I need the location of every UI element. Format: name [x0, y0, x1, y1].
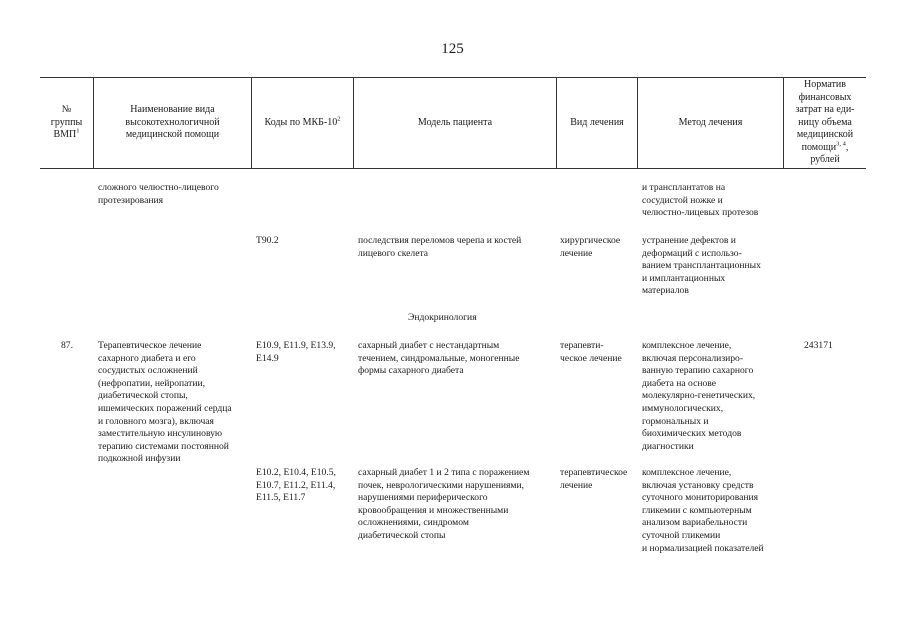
row87b-kind: терапевтическое лечение	[560, 467, 628, 491]
cont-name: сложного челюстно-лицевого протезирования	[98, 182, 219, 206]
t902-codes: T90.2	[256, 235, 279, 246]
cont-method: и трансплантатов на сосудистой ножке и челюстно-лицевых протезов	[642, 182, 759, 219]
header-model: Модель пациента	[417, 116, 493, 128]
header-norm: Норматив финансовых затрат на еди- ницу объема медицинской помощи$^{3, 4}$, рублей	[795, 78, 855, 166]
t902-method: устранение дефектов и деформаций с использо- ванием трансплантационных и имплантационных материалов	[642, 235, 761, 297]
row87-kind: терапевти- ческое лечение	[560, 340, 622, 364]
row87b-model: сахарный диабет 1 и 2 типа с поражением почек, неврологическими нарушениями, нарушениями периферического кровообращения и множественными осложнениями, синдромом диабетической стопы	[358, 467, 530, 541]
header-group: № группы ВМП$^1$	[50, 104, 83, 141]
row87-model: сахарный диабет с нестандартным течением, синдромальные, моногенные формы сахарного диабета	[358, 340, 520, 377]
t902-model: последствия переломов черепа и костей лицевого скелета	[358, 235, 522, 259]
row87b-method: комплексное лечение, включая установку средств суточного мониторирования гликемии с компьютерным анализом вариабельности суточной гликемии и нормализацией показателей	[642, 467, 764, 554]
row87-number: 87.	[61, 340, 73, 351]
row87-codes: E10.9, E11.9, E13.9, E14.9	[256, 340, 336, 364]
page-number: 125	[441, 41, 464, 57]
header-name: Наименование вида высокотехнологичной медицинской помощи	[125, 104, 220, 141]
section-heading: Эндокринология	[408, 312, 477, 323]
header-bottom-rule	[40, 168, 866, 169]
header-method: Метод лечения	[678, 116, 743, 128]
header-codes: Коды по МКБ-$10^2$	[264, 115, 341, 128]
row87b-codes: E10.2, E10.4, E10.5, E10.7, E11.2, E11.4, E11.5, E11.7	[256, 467, 336, 504]
row87-method: комплексное лечение, включая персонализиро- ванную терапию сахарного диабета на основе молекулярно-генетических, иммунологических, гормональных и биохимических методов диагностики	[642, 340, 756, 452]
t902-kind: хирургическое лечение	[560, 235, 621, 259]
header-kind: Вид лечения	[570, 116, 624, 128]
row87-norm: 243171	[804, 340, 833, 351]
row87-name: Терапевтическое лечение сахарного диабета и его сосудистых осложнений (нефропатии, нейропатии, диабетической стопы, ишемических поражений сердца и головного мозга), включая заместительную инсулиновую терапию системами постоянной подкожной инфузии	[98, 340, 232, 465]
